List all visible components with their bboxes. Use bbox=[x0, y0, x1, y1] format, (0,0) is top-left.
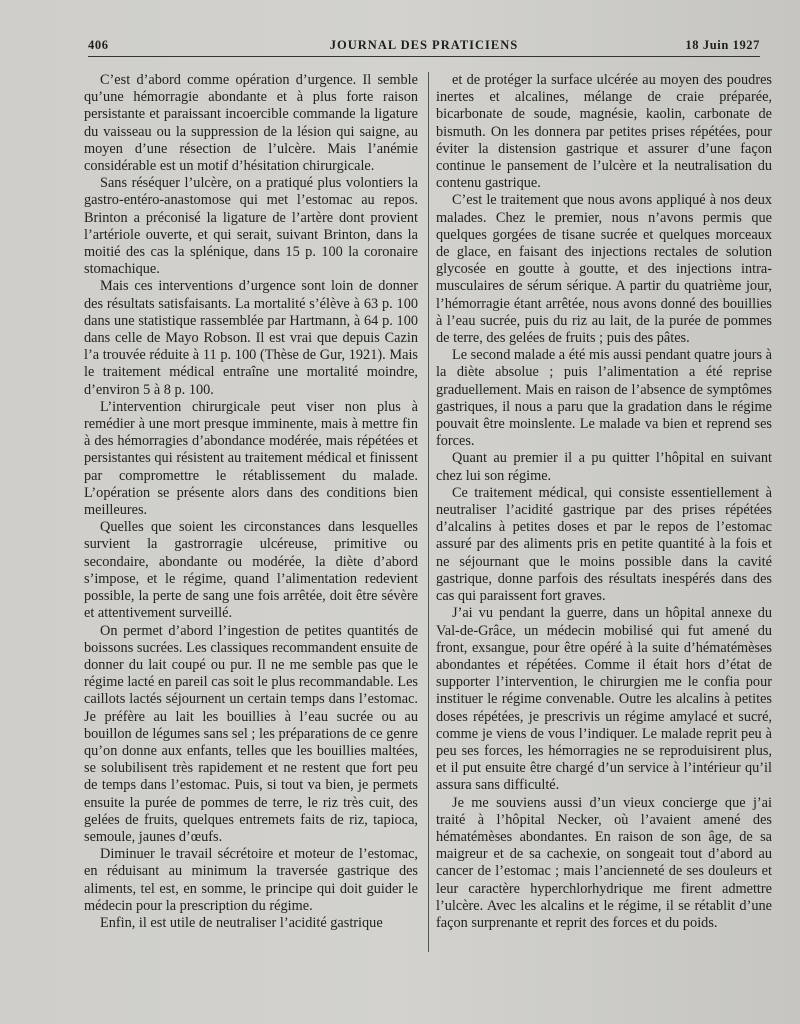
paragraph: Le second malade a été mis aussi pendant quatre jours à la diète absolue ; puis l’alimentation a été reprise graduellement. Mais en raison de l’absence de symptômes gastriques, il nous a paru que la gradation dans le régime pouvait être moinslente. Le malade va bien et reprend ses forces. bbox=[436, 347, 772, 450]
paragraph: Quelles que soient les circonstances dans lesquelles survient la gastrorragie ulcéreuse, primitive ou secondaire, abondante ou modérée, la diète d’abord s’impose, et le régime, quand l’alimentation redevient possible, la perte de sang une fois arrêtée, doit être sévère et attentivement surveillé. bbox=[84, 519, 418, 622]
paragraph: C’est d’abord comme opération d’urgence. Il semble qu’une hémorragie abondante et à plus forte raison persistante et paraissant incoercible commande la ligature du vaisseau ou la suppression de la lésion qui saigne, au moyen d’une résection de l’ulcère. Mais l’anémie considérable est un motif d’hésitation chirurgicale. bbox=[84, 72, 418, 175]
paragraph: L’intervention chirurgicale peut viser non plus à remédier à une mort presque imminente, mais à mettre fin à des hémorragies d’abondance modérée, mais répétées et persistantes qui résistent au traitement médical et finissent par compromettre le rétablissement du malade. L’opération se présente alors dans des conditions bien meilleures. bbox=[84, 398, 418, 519]
paragraph: Enfin, il est utile de neutraliser l’acidité gastrique bbox=[100, 914, 383, 931]
paragraph: Je me souviens aussi d’un vieux concierge que j’ai traité à l’hôpital Necker, où l’avaient amené des hématémèses abondantes. En raison de son âge, de sa maigreur et de sa cachexie, on songeait tout d’abord au cancer de l’estomac ; mais l’ancienneté de ses douleurs et leur caractère hyperchlorhydrique me firent admettre l’ulcère. Avec les alcalins et le régime, il se rétablit d’une façon surprenante et reprit des forces et du poids. bbox=[436, 794, 772, 931]
page-number: 406 bbox=[88, 38, 109, 52]
paragraph: C’est le traitement que nous avons appliqué à nos deux malades. Chez le premier, nous n’avons permis que quelques gorgées de tisane sucrée et quelques morceaux de glace, en faisant des injections rectales de solution glycosée en goutte à goutte, et des injections intra-musculaires de sérum sérique. A partir du quatrième jour, l’hémorragie étant arrêtée, nous avons donné des bouillies à l’eau sucrée, puis du riz au lait, de la purée de pommes de terre, des gelées de fruits ; puis des pâtes. bbox=[436, 192, 772, 347]
paragraph: Ce traitement médical, qui consiste essentiellement à neutraliser l’acidité gastrique par des prises répétées d’alcalins à petites doses et par le repos de l’estomac assuré par des aliments pris en petite quantité à la fois et ne séjournant que le moins possible dans la cavité gastrique, donne parfois des résultats inespérés dans des cas qui paraissent fort graves. bbox=[436, 484, 772, 605]
journal-title: JOURNAL DES PRATICIENS bbox=[329, 38, 519, 52]
paragraph: Mais ces interventions d’urgence sont loin de donner des résultats satisfaisants. La mortalité s’élève à 63 p. 100 dans une statistique rassemblée par Hartmann, à 64 p. 100 dans celle de Mayo Robson. Il est vrai que depuis Cazin l’a trouvée réduite à 11 p. 100 (Thèse de Gur, 1921). Mais le traitement médical entraîne une mortalité moindre, d’environ 5 à 8 p. 100. bbox=[84, 278, 418, 398]
column-divider bbox=[428, 72, 429, 952]
paragraph: Diminuer le travail sécrétoire et moteur de l’estomac, en réduisant au minimum la traversée gastrique des aliments, tel est, en somme, le principe qui doit guider le médecin pour la prescription du régime. bbox=[84, 846, 418, 914]
paragraph: Sans réséquer l’ulcère, on a pratiqué plus volontiers la gastro-entéro-anastomose qui met l’estomac au repos. Brinton a préconisé la ligature de l’artère dont provient l’artériole ouverte, et qui serait, suivant Brinton, dans la moitié des cas la splénique, dans 15 p. 100 la coronaire stomachique. bbox=[84, 175, 418, 278]
page-header bbox=[88, 38, 760, 58]
left-column bbox=[84, 72, 418, 932]
paragraph: et de protéger la surface ulcérée au moyen des poudres inertes et alcalines, mélange de craie préparée, bicarbonate de soude, magnésie, kaolin, carbonate de bismuth. On les donnera par petites prises répétées, pour éviter la distension gastrique et assurer d’une façon continue le pansement de l’ulcère et la neutralisation du contenu gastrique. bbox=[436, 72, 772, 192]
header-rule bbox=[88, 56, 760, 57]
right-column bbox=[436, 72, 772, 932]
paragraph: Quant au premier il a pu quitter l’hôpital en suivant chez lui son régime. bbox=[436, 450, 772, 484]
paragraph: J’ai vu pendant la guerre, dans un hôpital annexe du Val-de-Grâce, un médecin mobilisé qui fut amené du front, exsangue, pour être opéré à la suite d’hématémèses abondantes et répétées. Comme il était hors d’état de supporter l’intervention, le chirurgien me le confia pour instituer le régime convenable. Outre les alcalins à petites doses répétées, je prescrivis un régime amylacé et sucré, comme je viens de vous l’indiquer. Le malade reprit peu à peu ses forces, les hémorragies ne se reproduisirent plus, et il put ensuite être chargé d’un service à l’intérieur qu’il assura sans difficulté. bbox=[436, 605, 772, 794]
paragraph: On permet d’abord l’ingestion de petites quantités de boissons sucrées. Les classiques recommandent ensuite de donner du lait coupé ou pur. Il ne me semble pas que le régime lacté en pareil cas soit le plus recommandable. Les caillots lactés séjournent un certain temps dans l’estomac. Je préfère au lait les bouillies à l’eau sucrée ou au bouillon de légumes sans sel ; les préparations de ce genre qu’on donne aux enfants, telles que les bouillies maltées, se solubilisent très rapidement et ne restent que fort peu de temps dans l’estomac. Puis, si tout va bien, je permets ensuite la purée de pommes de terre, le riz très cuit, des gelées de fruits, quelques entremets faits de riz, tapioca, semoule, jaunes d’œufs. bbox=[84, 622, 418, 845]
issue-date: 18 Juin 1927 bbox=[685, 38, 760, 52]
